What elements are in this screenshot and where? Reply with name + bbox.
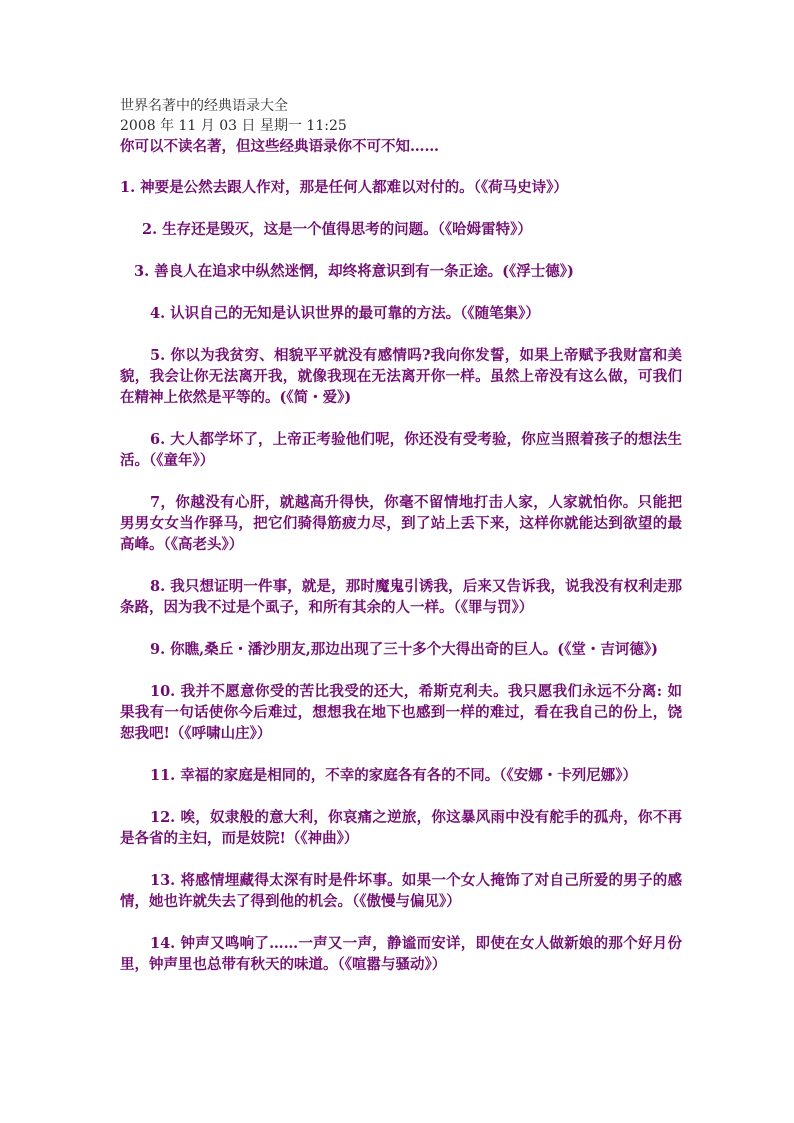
quote-6: 6. 大人都学坏了，上帝正考验他们呢，你还没有受考验，你应当照着孩子的想法生活。（《童年》） bbox=[120, 431, 682, 469]
quote-4: 4. 认识自己的无知是认识世界的最可靠的方法。（《随笔集》） bbox=[150, 305, 540, 322]
quote-12: 12. 唉，奴隶般的意大利，你哀痛之逆旅，你这暴风雨中没有舵手的孤舟，你不再是各省的主妇，而是妓院!（《神曲》） bbox=[120, 809, 682, 847]
quote-8: 8. 我只想证明一件事，就是，那时魔鬼引诱我，后来又告诉我，说我没有权利走那条路，因为我不过是个虱子，和所有其余的人一样。（《罪与罚》） bbox=[120, 578, 682, 616]
lead-sentence: 你可以不读名著，但这些经典语录你不可不知…… bbox=[120, 138, 439, 155]
document-date: 2008 年 11 月 03 日 星期一 11:25 bbox=[120, 118, 347, 134]
quote-9: 9. 你瞧,桑丘・潘沙朋友,那边出现了三十多个大得出奇的巨人。(《堂・吉诃德》) bbox=[150, 641, 658, 658]
quote-10: 10. 我并不愿意你受的苦比我受的还大，希斯克利夫。我只愿我们永远不分离: 如果我有一句话使你今后难过，想想我在地下也感到一样的难过，看在我自己的份上，饶恕我吧!（《呼啸山庄》） bbox=[120, 683, 682, 742]
quote-5: 5. 你以为我贫穷、相貌平平就没有感情吗?我向你发誓，如果上帝赋予我财富和美貌，我会让你无法离开我，就像我现在无法离开你一样。虽然上帝没有这么做，可我们在精神上依然是平等的。(《简・爱》) bbox=[120, 347, 682, 406]
quote-14: 14. 钟声又鸣响了……一声又一声，静谧而安详，即使在女人做新娘的那个好月份里，钟声里也总带有秋天的味道。（《喧嚣与骚动》） bbox=[120, 935, 682, 973]
quote-11: 11. 幸福的家庭是相同的，不幸的家庭各有各的不同。（《安娜・卡列尼娜》） bbox=[150, 767, 638, 784]
document-title: 世界名著中的经典语录大全 bbox=[120, 98, 288, 114]
quote-2: 2. 生存还是毁灭，这是一个值得思考的问题。（《哈姆雷特》） bbox=[142, 221, 532, 238]
quote-7: 7，你越没有心肝，就越高升得快，你毫不留情地打击人家，人家就怕你。只能把男男女女当作驿马，把它们骑得筋疲力尽，到了站上丢下来，这样你就能达到欲望的最高峰。（《高老头》） bbox=[120, 494, 682, 553]
quote-13: 13. 将感情埋藏得太深有时是件坏事。如果一个女人掩饰了对自己所爱的男子的感情，她也许就失去了得到他的机会。（《傲慢与偏见》） bbox=[120, 872, 682, 910]
quote-1: 1. 神要是公然去跟人作对，那是任何人都难以对付的。（《荷马史诗》） bbox=[120, 179, 568, 196]
quote-3: 3. 善良人在追求中纵然迷惘，却终将意识到有一条正途。(《浮士德》) bbox=[134, 263, 574, 280]
document-page bbox=[120, 96, 682, 975]
